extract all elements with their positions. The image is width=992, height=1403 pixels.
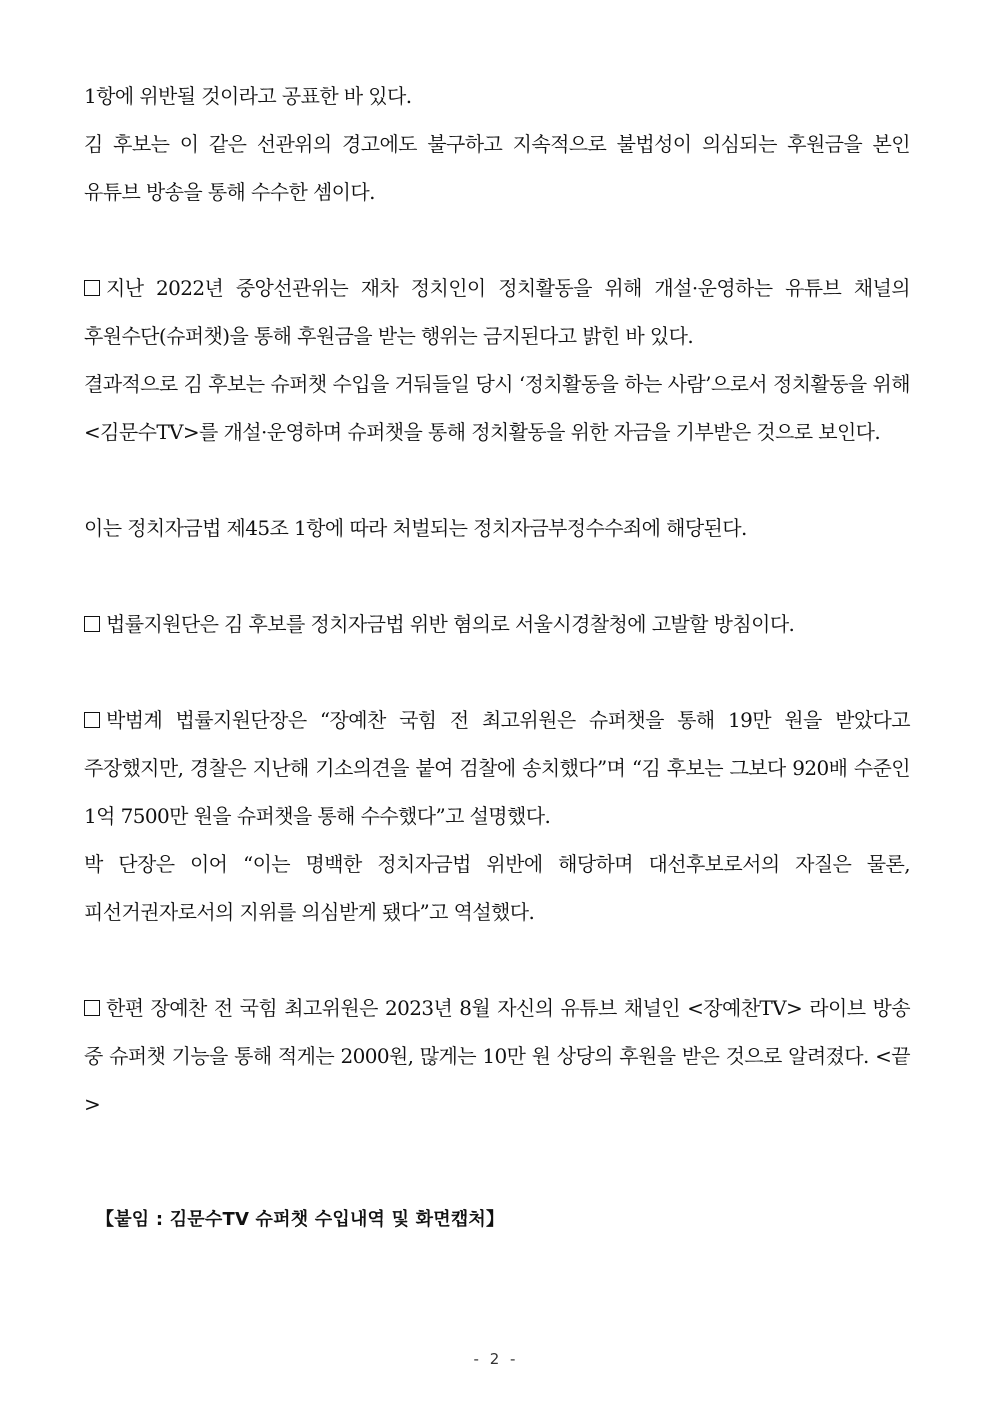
paragraph-8 (84, 840, 910, 936)
paragraph-7 (84, 696, 910, 840)
page-number: - 2 - (473, 1350, 519, 1368)
paragraph-4 (84, 360, 910, 456)
paragraph-text: 김 후보는 이 같은 선관위의 경고에도 불구하고 지속적으로 불법성이 의심되는 후원금을 본인 유튜브 방송을 통해 수수한 셈이다. (84, 132, 910, 204)
paragraph-text: 이는 정치자금법 제45조 1항에 따라 처벌되는 정치자금부정수수죄에 해당된다. (84, 516, 747, 540)
paragraph-text: 박범계 법률지원단장은 “장예찬 국힘 전 최고위원은 슈퍼챗을 통해 19만 원을 받았다고 주장했지만, 경찰은 지난해 기소의견을 붙여 검찰에 송치했다”며 “김 후보는 그보다 920배 수준인 1억 7500만 원을 슈퍼챗을 통해 수수했다”고 설명했다. (84, 708, 910, 828)
paragraph-text: 한편 장예찬 전 국힘 최고위원은 2023년 8월 자신의 유튜브 채널인 <장예찬TV> 라이브 방송 중 슈퍼챗 기능을 통해 적게는 2000원, 많게는 10만 원 상당의 후원을 받은 것으로 알려졌다. <끝> (84, 996, 910, 1116)
paragraph-text: 박 단장은 이어 “이는 명백한 정치자금법 위반에 해당하며 대선후보로서의 자질은 물론, 피선거권자로서의 지위를 의심받게 됐다”고 역설했다. (84, 852, 910, 924)
paragraph-1 (84, 72, 910, 120)
paragraph-text: 1항에 위반될 것이라고 공표한 바 있다. (84, 84, 412, 108)
attachment-note: 【붙임 : 김문수TV 슈퍼챗 수입내역 및 화면캡처】 (96, 1209, 505, 1230)
checkbox-bullet-icon (84, 280, 100, 296)
paragraph-9 (84, 984, 910, 1128)
paragraph-5 (84, 504, 910, 552)
paragraph-2 (84, 120, 910, 216)
paragraph-text: 법률지원단은 김 후보를 정치자금법 위반 혐의로 서울시경찰청에 고발할 방침이다. (106, 612, 795, 636)
checkbox-bullet-icon (84, 712, 100, 728)
paragraph-6 (84, 600, 910, 648)
checkbox-bullet-icon (84, 616, 100, 632)
paragraph-text: 지난 2022년 중앙선관위는 재차 정치인이 정치활동을 위해 개설·운영하는 유튜브 채널의 후원수단(슈퍼챗)을 통해 후원금을 받는 행위는 금지된다고 밝힌 바 있다. (84, 276, 910, 348)
paragraph-text: 결과적으로 김 후보는 슈퍼챗 수입을 거둬들일 당시 ‘정치활동을 하는 사람’으로서 정치활동을 위해 <김문수TV>를 개설·운영하며 슈퍼챗을 통해 정치활동을 위한 자금을 기부받은 것으로 보인다. (84, 372, 910, 444)
checkbox-bullet-icon (84, 1000, 100, 1016)
paragraph-3 (84, 264, 910, 360)
